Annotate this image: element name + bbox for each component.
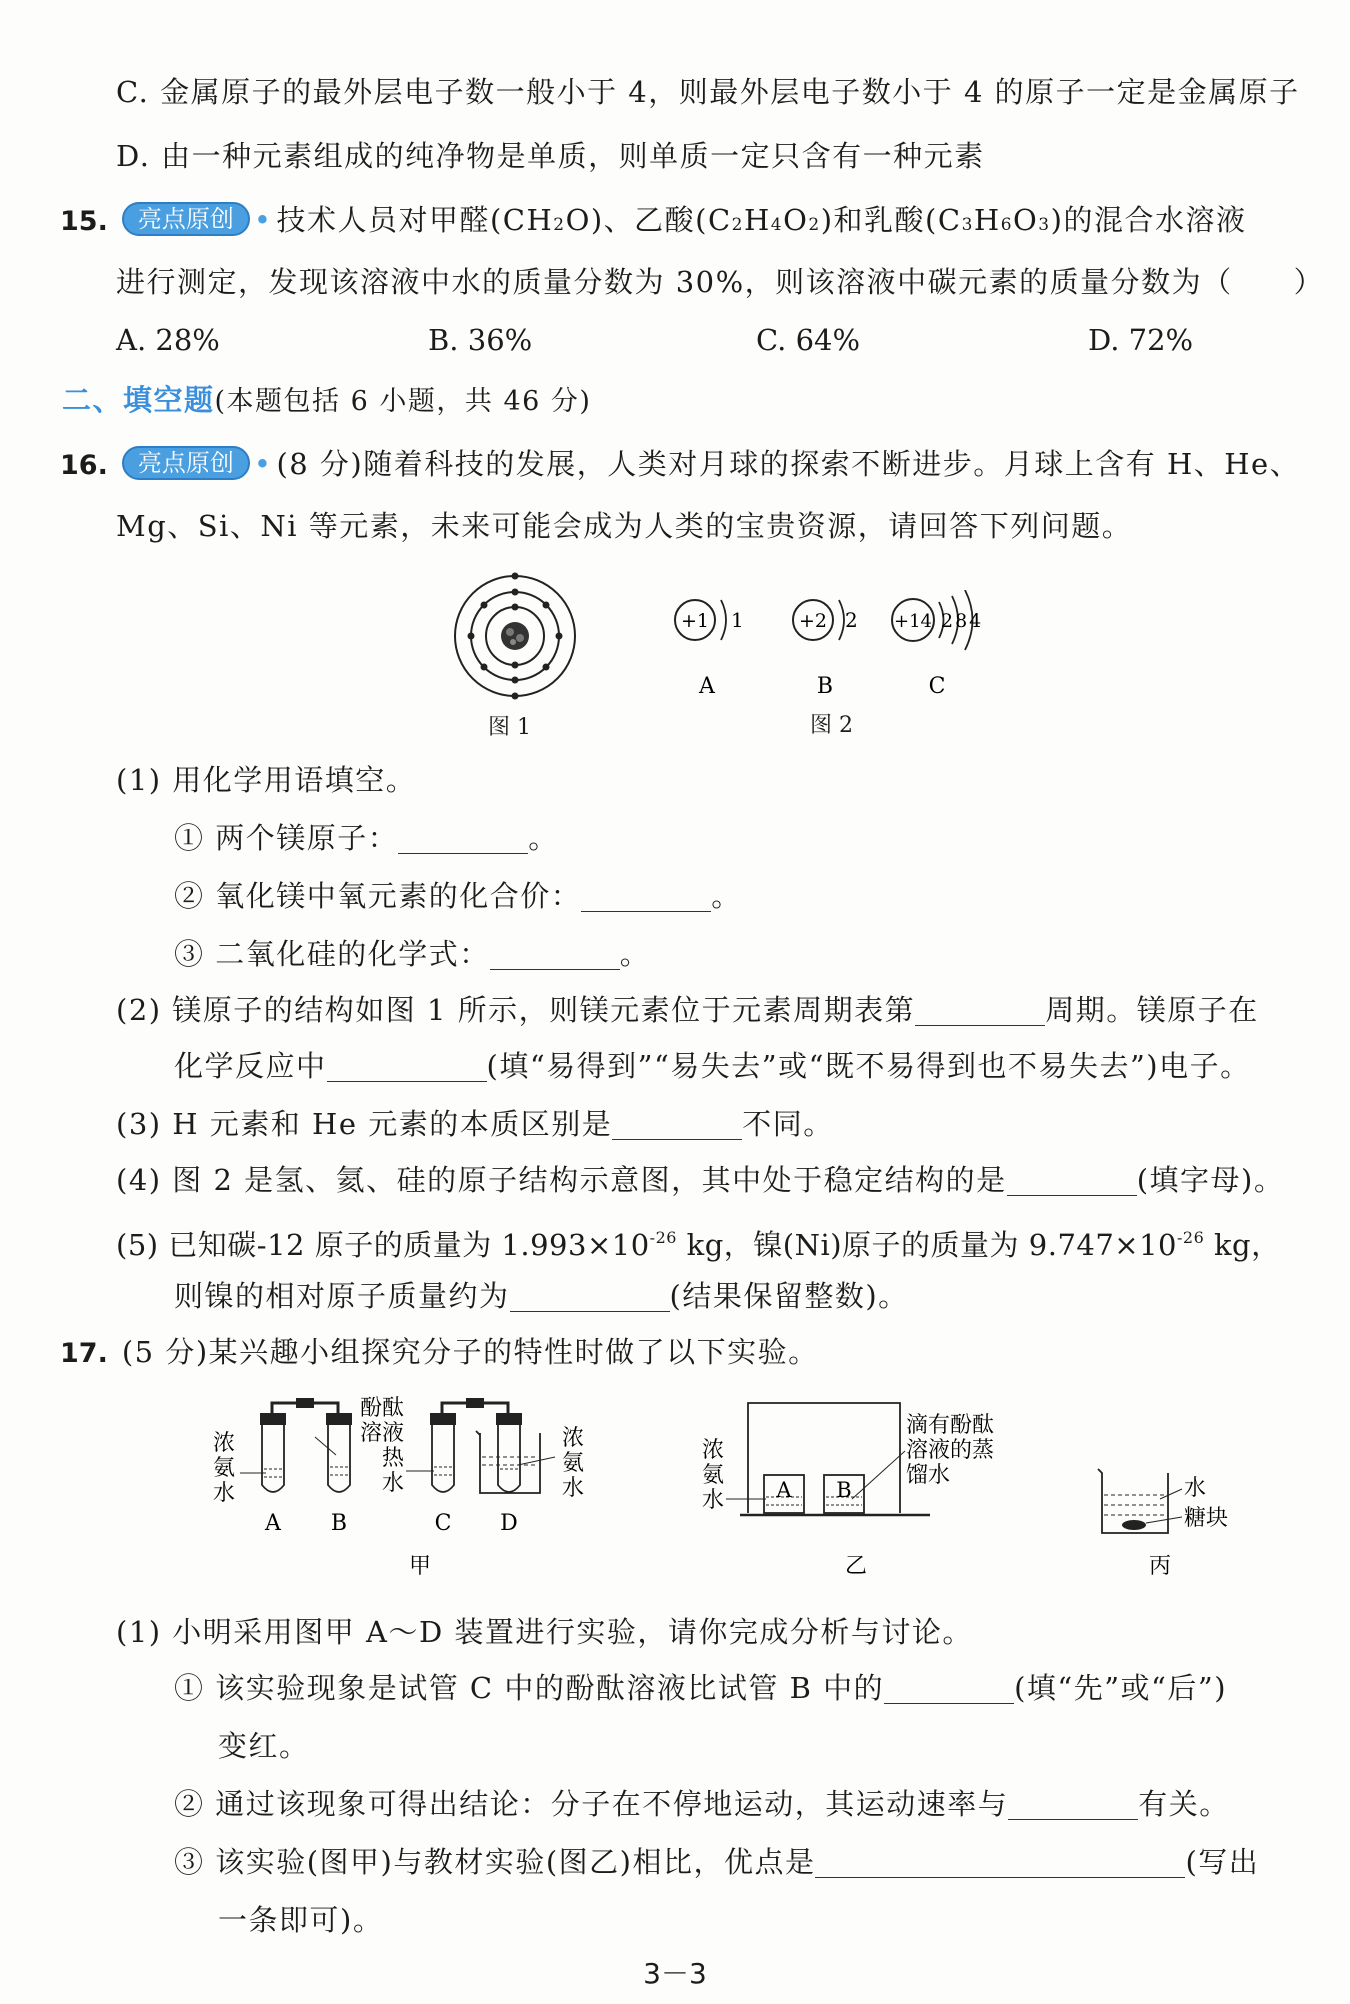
beaker-a-label: A	[776, 1478, 792, 1502]
atom-c-label: C	[928, 674, 946, 699]
figure-jia-apparatus	[210, 1395, 650, 1595]
svg-text:水: 水	[562, 1476, 585, 1501]
atom-b-nucleus: +2	[798, 610, 828, 632]
figure-bing-caption: 丙	[1148, 1554, 1172, 1579]
svg-text:氨: 氨	[213, 1456, 236, 1481]
figure-yi-caption: 乙	[844, 1554, 868, 1579]
atom-a-diagram	[675, 600, 744, 699]
atom-a-shells: 1	[731, 608, 744, 632]
q14-option-d: D. 由一种元素组成的纯净物是单质，则单质一定只含有一种元素	[116, 139, 985, 173]
atom-a-nucleus: +1	[680, 610, 710, 632]
q16-part-5-cont: 则镍的相对原子质量约为 (结果保留整数)。	[174, 1279, 909, 1313]
svg-text:溶液的蒸: 溶液的蒸	[906, 1438, 995, 1463]
svg-text:氨: 氨	[562, 1451, 585, 1476]
section-note: (本题包括 6 小题，共 46 分)	[214, 386, 592, 417]
question-number: 15.	[60, 206, 108, 237]
atom-a-label: A	[699, 674, 715, 699]
q16-line-1: 16. 亮点原创 • (8 分)随着科技的发展，人类对月球的探索不断进步。月球上含有 H、He、	[60, 447, 1301, 481]
figure-2-caption: 图 2	[810, 713, 853, 738]
answer-blank[interactable]	[398, 824, 528, 854]
q15-option-c: C. 64%	[756, 323, 861, 357]
q15-option-a: A. 28%	[116, 323, 220, 357]
svg-text:馏水: 馏水	[906, 1463, 951, 1488]
answer-blank[interactable]	[581, 882, 711, 912]
highlight-badge: 亮点原创	[122, 446, 250, 480]
q17-part-1c: ③ 该实验(图甲)与教材实验(图乙)相比，优点是 (写出	[174, 1845, 1260, 1879]
magnesium-atom-figure	[440, 570, 590, 710]
beaker-b-label: B	[836, 1478, 852, 1502]
answer-blank[interactable]	[1008, 1790, 1138, 1820]
atom-c-diagram	[892, 590, 983, 699]
svg-text:溶液: 溶液	[360, 1421, 405, 1446]
label-phenolphthalein: 酚酞	[360, 1396, 405, 1421]
atom-c-shells: 284	[941, 610, 984, 632]
section-heading	[62, 380, 591, 422]
page-number: 3－3	[643, 1957, 707, 1990]
answer-blank[interactable]	[884, 1674, 1014, 1704]
q15-option-d: D. 72%	[1088, 323, 1194, 357]
q15-option-b: B. 36%	[428, 323, 533, 357]
label-ammonia: 浓	[702, 1438, 725, 1463]
answer-blank[interactable]	[915, 996, 1045, 1026]
atom-structure-diagrams	[665, 590, 1015, 720]
svg-text:水: 水	[213, 1481, 236, 1506]
q17-part-1c-cont: 一条即可)。	[218, 1903, 384, 1937]
tube-c-label: C	[434, 1511, 452, 1536]
answer-blank[interactable]	[327, 1052, 487, 1082]
q15-line-1: 15. 亮点原创 • 技术人员对甲醛(CH2O)、乙酸(C2H4O2)和乳酸(C3H6O3)的混合水溶液	[60, 203, 1247, 237]
answer-blank[interactable]	[1007, 1166, 1137, 1196]
q16-part-4: (4) 图 2 是氢、氦、硅的原子结构示意图，其中处于稳定结构的是 (填字母)。	[116, 1163, 1285, 1197]
q15-line-2: 进行测定，发现该溶液中水的质量分数为 30%，则该溶液中碳元素的质量分数为（ ）	[116, 265, 1325, 299]
atom-c-nucleus: +14	[894, 611, 932, 632]
label-sugar: 糖块	[1184, 1506, 1229, 1531]
answer-blank[interactable]	[490, 940, 620, 970]
label-phenol-water: 滴有酚酞	[906, 1413, 995, 1438]
q17-part-1b: ② 通过该现象可得出结论：分子在不停地运动，其运动速率与 有关。	[174, 1787, 1230, 1821]
label-ammonia-1: 浓	[213, 1431, 236, 1456]
figure-jia-caption: 甲	[408, 1554, 432, 1579]
answer-blank[interactable]	[815, 1848, 1185, 1878]
question-number: 17.	[60, 1338, 108, 1369]
svg-text:水: 水	[382, 1471, 405, 1496]
q16-part-1: (1) 用化学用语填空。	[116, 763, 417, 797]
atom-b-label: B	[816, 674, 834, 699]
q16-part-3: (3) H 元素和 He 元素的本质区别是 不同。	[116, 1107, 834, 1141]
q17-line-1: 17. (5 分)某兴趣小组探究分子的特性时做了以下实验。	[60, 1335, 819, 1369]
tube-a-label: A	[265, 1511, 281, 1536]
figure-1-caption: 图 1	[488, 715, 531, 740]
answer-blank[interactable]	[612, 1110, 742, 1140]
q16-part-1a: ① 两个镁原子： 。	[174, 821, 559, 855]
label-ammonia-2: 浓	[562, 1426, 585, 1451]
tube-b-label: B	[330, 1511, 348, 1536]
tube-d-label: D	[500, 1511, 518, 1536]
answer-blank[interactable]	[510, 1282, 670, 1312]
figure-bing-apparatus	[1090, 1465, 1260, 1585]
q17-part-1a-cont: 变红。	[218, 1729, 310, 1763]
figure-yi-apparatus	[700, 1395, 1030, 1595]
q16-part-5: (5) 已知碳-12 原子的质量为 $1.993\times 10^{-26}$ kg，镍(Ni)原子的质量为 $9.747\times 10^{-26}$ kg，	[116, 1228, 1281, 1262]
q17-part-1: (1) 小明采用图甲 A～D 装置进行实验，请你完成分析与讨论。	[116, 1615, 973, 1649]
q16-part-1c: ③ 二氧化硅的化学式： 。	[174, 937, 651, 971]
q14-option-c: C. 金属原子的最外层电子数一般小于 4，则最外层电子数小于 4 的原子一定是金属原子	[116, 75, 1300, 109]
svg-text:水: 水	[702, 1488, 725, 1513]
atom-b-diagram	[793, 600, 858, 699]
highlight-badge: 亮点原创	[122, 202, 250, 236]
q16-line-2: Mg、Si、Ni 等元素，未来可能会成为人类的宝贵资源，请回答下列问题。	[116, 509, 1133, 543]
svg-text:氨: 氨	[702, 1463, 725, 1488]
q17-part-1a: ① 该实验现象是试管 C 中的酚酞溶液比试管 B 中的 (填“先”或“后”)	[174, 1671, 1228, 1705]
q16-part-2-cont: 化学反应中 (填“易得到”“易失去”或“既不易得到也不易失去”)电子。	[174, 1049, 1251, 1083]
q16-part-1b: ② 氧化镁中氧元素的化合价： 。	[174, 879, 742, 913]
q16-part-2: (2) 镁原子的结构如图 1 所示，则镁元素位于元素周期表第 周期。镁原子在	[116, 993, 1259, 1027]
section-title: 二、填空题	[62, 383, 215, 417]
question-number: 16.	[60, 450, 108, 481]
label-water: 水	[1184, 1476, 1207, 1501]
atom-b-shells: 2	[845, 608, 858, 632]
label-hot-water: 热	[382, 1446, 405, 1471]
